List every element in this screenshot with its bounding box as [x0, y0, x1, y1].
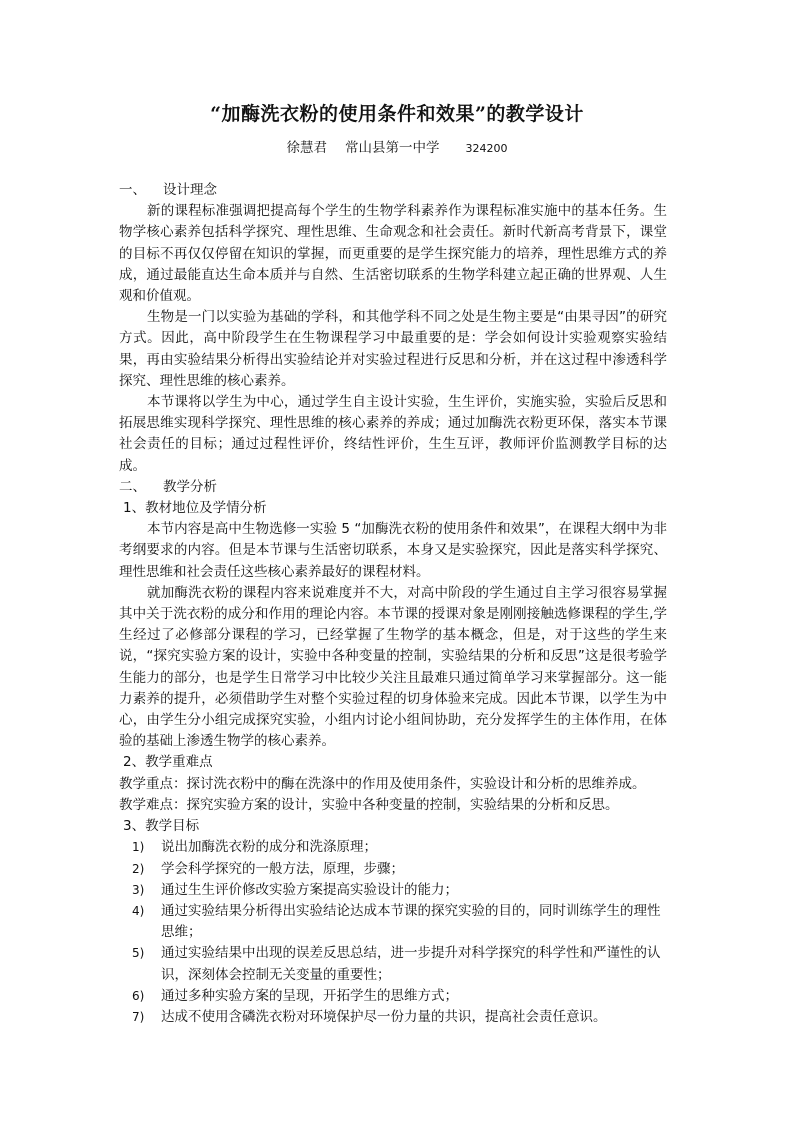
list-item	[119, 943, 667, 985]
list-item-text: 通过多种实验方案的呈现，开拓学生的思维方式；	[161, 987, 458, 1004]
author-name: 徐慧君	[286, 140, 327, 156]
difficulty-line: 教学难点：探究实验方案的设计，实验中各种变量的控制，实验结果的分析和反思。	[119, 796, 619, 813]
paragraph: 就加酶洗衣粉的课程内容来说难度并不大，对高中阶段的学生通过自主学习很容易掌握其中关于洗衣粉的成分和作用的理论内容。本节课的授课对象是刚刚接触选修课程的学生,学生经过了必修部分课程的学习，已经掌握了生物学的基本概念，但是，对于这些的学生来说，“探究实验方案的设计，实验中各种变量的控制，实验结果的分析和反思”这是很考验学生能力的部分，也是学生日常学习中比较少关注且最难只通过简单学习来掌握部分。这一能力素养的提升，必须借助学生对整个实验过程的切身体验来完成。因此本节课，以学生为中心，由学生分小组完成探究实验，小组内讨论小组间协助，充分发挥学生的主体作用，在体验的基础上渗透生物学的核心素养。	[119, 584, 667, 750]
section-heading-2	[119, 477, 667, 498]
list-item-number: 3)	[132, 882, 145, 897]
list-item-number: 7)	[132, 1009, 145, 1024]
list-item	[119, 859, 667, 880]
list-item-number: 6)	[132, 988, 145, 1003]
section-title: 设计理念	[163, 182, 217, 198]
subsection-heading: 2、教学重难点	[123, 754, 213, 771]
list-item	[119, 880, 667, 901]
paragraph: 本节内容是高中生物选修一实验 5 “加酶洗衣粉的使用条件和效果”，在课程大纲中为非考纲要求的内容。但是本节课与生活密切联系，本身又是实验探究，因此是落实科学探究、理性思维和社会责任这些核心素养最好的课程材料。	[119, 521, 667, 580]
paragraph: 生物是一门以实验为基础的学科，和其他学科不同之处是生物主要是“由果寻因”的研究方式。因此，高中阶段学生在生物课程学习中最重要的是：学会如何设计实验观察实验结果，再由实验结果分析得出实验结论并对实验过程进行反思和分析，并在这过程中渗透科学探究、理性思维的核心素养。	[119, 309, 667, 389]
paragraph: 新的课程标准强调把提高每个学生的生物学科素养作为课程标准实施中的基本任务。生物学核心素养包括科学探究、理性思维、生命观念和社会责任。新时代新高考背景下，课堂的目标不再仅仅停留在知识的掌握，而更重要的是学生探究能力的培养，理性思维方式的养成，通过最能直达生命本质并与自然、生活密切联系的生物学科建立起正确的世界观、人生观和价值观。	[119, 203, 667, 305]
list-item-text: 通过生生评价修改实验方案提高实验设计的能力；	[161, 881, 458, 898]
postal-code: 324200	[465, 142, 508, 155]
list-item-text: 学会科学探究的一般方法，原理，步骤；	[161, 860, 404, 877]
list-item	[119, 986, 667, 1007]
list-item-text: 通过实验结果分析得出实验结论达成本节课的探究实验的目的，同时训练学生的理性思维；	[161, 902, 661, 941]
goals-list	[119, 837, 667, 1028]
section-number: 一、	[119, 182, 146, 198]
list-item	[119, 901, 667, 943]
school-name: 常山县第一中学	[345, 140, 440, 156]
list-item	[119, 837, 667, 858]
list-item-number: 1)	[132, 840, 145, 855]
document-body	[119, 180, 667, 1028]
list-item-number: 5)	[132, 946, 145, 961]
list-item-text: 达成不使用含磷洗衣粉对环境保护尽一份力量的共识，提高社会责任意识。	[161, 1008, 607, 1025]
section-heading-1	[119, 180, 667, 201]
byline	[0, 139, 794, 158]
section-number: 二、	[119, 478, 146, 495]
list-item-number: 4)	[132, 903, 145, 918]
subsection-heading: 1、教材地位及学情分析	[123, 500, 267, 517]
paragraph: 本节课将以学生为中心，通过学生自主设计实验，生生评价，实施实验，实验后反思和拓展思维实现科学探究、理性思维的核心素养的养成；通过加酶洗衣粉更环保，落实本节课社会责任的目标；通过过程性评价，终结性评价，生生互评，教师评价监测教学目标的达成。	[119, 394, 667, 474]
list-item-text: 通过实验结果中出现的误差反思总结，进一步提升对科学探究的科学性和严谨性的认识，深刻体会控制无关变量的重要性；	[161, 945, 661, 983]
key-point-line: 教学重点：探讨洗衣粉中的酶在洗涤中的作用及使用条件，实验设计和分析的思维养成。	[119, 775, 646, 792]
subsection-heading: 3、教学目标	[123, 818, 200, 835]
list-item-text: 说出加酶洗衣粉的成分和洗涤原理；	[161, 839, 377, 856]
section-title: 教学分析	[163, 478, 217, 495]
list-item-number: 2)	[132, 861, 145, 876]
document-title: “加酶洗衣粉的使用条件和效果”的教学设计	[210, 103, 584, 125]
list-item	[119, 1007, 667, 1028]
